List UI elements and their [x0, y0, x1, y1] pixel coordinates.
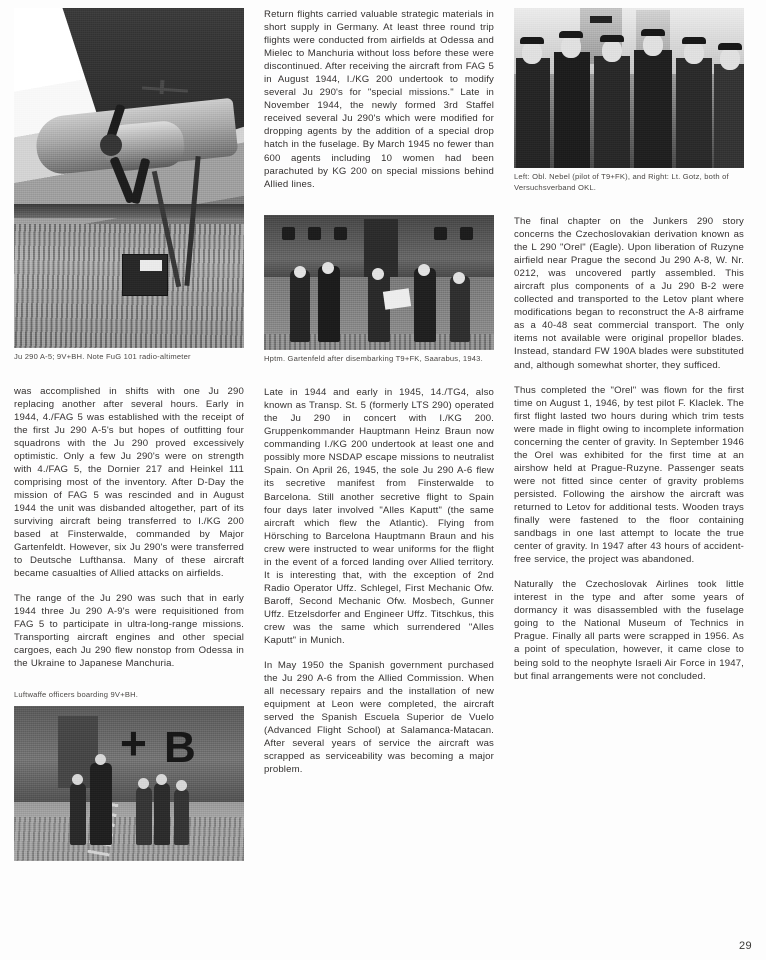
- person-figure: [594, 56, 630, 168]
- cabin-window: [308, 227, 321, 240]
- officer-cap: [682, 37, 706, 44]
- body-paragraph: The final chapter on the Junkers 290 story concerns the Czechoslovakian derivation known as the L 290 "Orel" (Eagle). Upon liberation of Ruzyne airfield near Prague the second Ju 290 A-8, W. Nr. 0212, was uncovered partly assembled. This aircraft plus components of a Ju 290 B-2 were collected and transported to the Letov plant where modifications began to reconstruct the A-8 airframe as a 40-48 seat commercial transport. The only items not available were original propellor blades. Instead, standard FW 190A blades were substituted and, although somewhat shorter, they sufficed.: [514, 216, 744, 371]
- person-head: [602, 40, 622, 62]
- officer-cap: [718, 43, 742, 50]
- spacer: [264, 364, 494, 386]
- person-head: [322, 262, 334, 274]
- person-figure: [136, 787, 152, 845]
- person-head: [418, 264, 430, 276]
- officers-photo: [514, 8, 744, 168]
- person-head: [95, 754, 106, 765]
- person-figure: [90, 763, 112, 845]
- person-head: [522, 42, 542, 64]
- treeline: [14, 204, 244, 218]
- spacer: [264, 203, 494, 215]
- officer-cap: [559, 31, 583, 38]
- person-head: [684, 42, 704, 64]
- person-head: [453, 272, 465, 284]
- photo-caption: Left: Obl. Nebel (pilot of T9+FK), and Right: Lt. Gotz, both of Versuchsverband OKL.: [514, 172, 729, 192]
- person-head: [561, 36, 581, 58]
- spacer: [14, 363, 244, 385]
- equipment-label: [140, 260, 162, 271]
- person-head: [156, 774, 167, 785]
- cabin-window: [334, 227, 347, 240]
- person-head: [176, 780, 187, 791]
- body-paragraph: In May 1950 the Spanish government purchased the Ju 290 A-6 from the Allied Commission. When all necessary repairs and the installation of new equipment at Leon were completed, the aircraft served the Spanish Escuela Superior de Vuelo (Advanced Flight School) at Salamanca-Matacan. After several years of service the aircraft was scrapped as serviceability was becoming a major problem.: [264, 660, 494, 776]
- page-number: 29: [738, 940, 752, 952]
- column-left: [14, 8, 244, 908]
- person-figure: [676, 58, 712, 168]
- propeller-hub: [100, 134, 122, 156]
- cabin-window: [460, 227, 473, 240]
- spacer: [14, 682, 244, 690]
- body-paragraph: Return flights carried valuable strategic materials in short supply in Germany. At least three round trip flights were conducted from airfields at Odessa and Mielec to Manchuria without loss before these were discontinued. After receiving the aircraft from FAG 5 in August 1944, I./KG 200 undertook to modify several Ju 290's for "special missions." Late in November 1944, the newly formed 3rd Staffel received several Ju 290's which were modified for dropping agents by the addition of a special drop hatch in the fuselage. By March 1945 no fewer than 600 agents including 10 women had been parachuted by KG 200 on special missions behind Allied lines.: [264, 9, 494, 190]
- person-head: [643, 34, 663, 56]
- person-head: [720, 48, 740, 70]
- photo-caption: Ju 290 A-5; 9V+BH. Note FuG 101 radio-altimeter: [14, 352, 191, 361]
- held-document: [383, 288, 411, 309]
- officer-cap: [600, 35, 624, 42]
- person-figure: [414, 268, 436, 342]
- officer-cap: [520, 37, 544, 44]
- person-figure: [70, 783, 86, 845]
- fuselage-code-letter: +: [120, 716, 147, 769]
- person-figure: [554, 52, 590, 168]
- body-paragraph: was accomplished in shifts with one Ju 290 replacing another after several hours. Early in 1944, 4./FAG 5 was established with the receipt of the first Ju 290 A-5's but hopes of outfitting four squadrons with the Ju 290 proved excessively optimistic. Only a few Ju 290's were on strength with 4./FAG 5, the Dornier 217 and Heinkel 111 comprising most of the inventory. After D-Day the mission of FAG 5 was rescinded and in August 1944 the unit was disbanded altogether, part of its surviving aircraft being transferred to I./KG 200 based at Finsterwalde, commanded by Major Gartenfeldt. However, six Ju 290's were transferred to Deutsche Lufthansa. Many of these aircraft became casualties of Allied attacks on airfields.: [14, 385, 244, 580]
- person-figure: [318, 266, 340, 342]
- person-figure: [634, 50, 672, 168]
- gartenfeld-photo: [264, 215, 494, 350]
- body-paragraph: Naturally the Czechoslovak Airlines took little interest in the type and after some years of dormancy it was disassembled with the fuselage going to the National Museum of Technics in Prague. Finally all parts were scrapped in 1956. As a point of speculation, however, it came close to being sold to the neophyte Israeli Air Force in 1947, but final arrangements were not concluded.: [514, 579, 744, 682]
- person-figure: [450, 276, 470, 342]
- person-figure: [714, 64, 744, 168]
- person-head: [294, 266, 306, 278]
- body-paragraph: The range of the Ju 290 was such that in early 1944 three Ju 290 A-9's were requisitioned from FAG 5 to participate in ultra-long-range missions. Transporting aircraft engines and other special cargoes, each Ju 290 flew nonstop from Odessa in the Ukraine to Japanese Manchuria.: [14, 593, 244, 670]
- column-middle: [264, 8, 494, 908]
- person-figure: [516, 58, 550, 168]
- body-paragraph: Late in 1944 and early in 1945, 14./TG4, also known as Transp. St. 5 (formerly LTS 290) operated the Ju 290 in concert with I./KG 200. Gruppenkommander Hauptmann Heinz Braun now commanding I./KG 200 undertook at least one and possibly more NSDAP escape missions to neutralist Spain. On April 26, 1945, the sole Ju 290 A-6 flew its secretive manifest from Finsterwalde to Barcelona. Still another secretive flight to Spain four days later involved "Alles Kaputt" (the same aircraft which flew the Atlantic). Flying from Hörsching to Barcelona Hauptmann Braun and his crew were instructed to wear uniforms for the flight in the event of a forced landing over Allied territory. It is interesting that, with the exception of 2nd Radio Operator Uffz. Schlegel, First Mechanic Ofw. Baroff, Second Mechanic Ofw. Mosbech, Gunner Uffz. Etzelsdorfer and Engineer Uffz. Titschkus, this crew was the same which surrendered "Alles Kaputt" in Munich.: [264, 387, 494, 647]
- boarding-photo: [14, 706, 244, 861]
- officer-cap: [641, 29, 665, 36]
- person-figure: [154, 783, 170, 845]
- fuselage-code-letter: B: [164, 722, 196, 772]
- spacer: [514, 193, 744, 215]
- photo-caption: Hptm. Gartenfeld after disembarking T9+FK, Saarabus, 1943.: [264, 353, 483, 363]
- person-figure: [174, 789, 189, 845]
- ju290-a5-photo: [14, 8, 244, 348]
- three-column-layout: [14, 8, 754, 908]
- column-right: [514, 8, 744, 908]
- body-paragraph: Thus completed the "Orel" was flown for the first time on August 1, 1946, by test pilot F. Klaclek. The first flight lasted two hours during which trim tests were made in flight owing to incomplete information concerning the center of gravity. In September 1946 the Orel was exhibited for the first time at an airshow held at Prague-Ruzyne. Passenger seats were not fitted since center of gravity problems persisted. Following the airshow the aircraft was returned to Letov for additional tests. Wooden trays finally were fastened to the floor containing sandbags in one last attempt to locate the true center of gravity. In 1947 after 43 hours of accident-free service, the project was abandoned.: [514, 384, 744, 566]
- person-head: [138, 778, 149, 789]
- person-figure: [290, 270, 310, 342]
- person-head: [372, 268, 384, 280]
- airfield-ground: [14, 817, 244, 861]
- cabin-window: [434, 227, 447, 240]
- person-head: [72, 774, 83, 785]
- cabin-window: [282, 227, 295, 240]
- photo-caption: Luftwaffe officers boarding 9V+BH.: [14, 690, 139, 700]
